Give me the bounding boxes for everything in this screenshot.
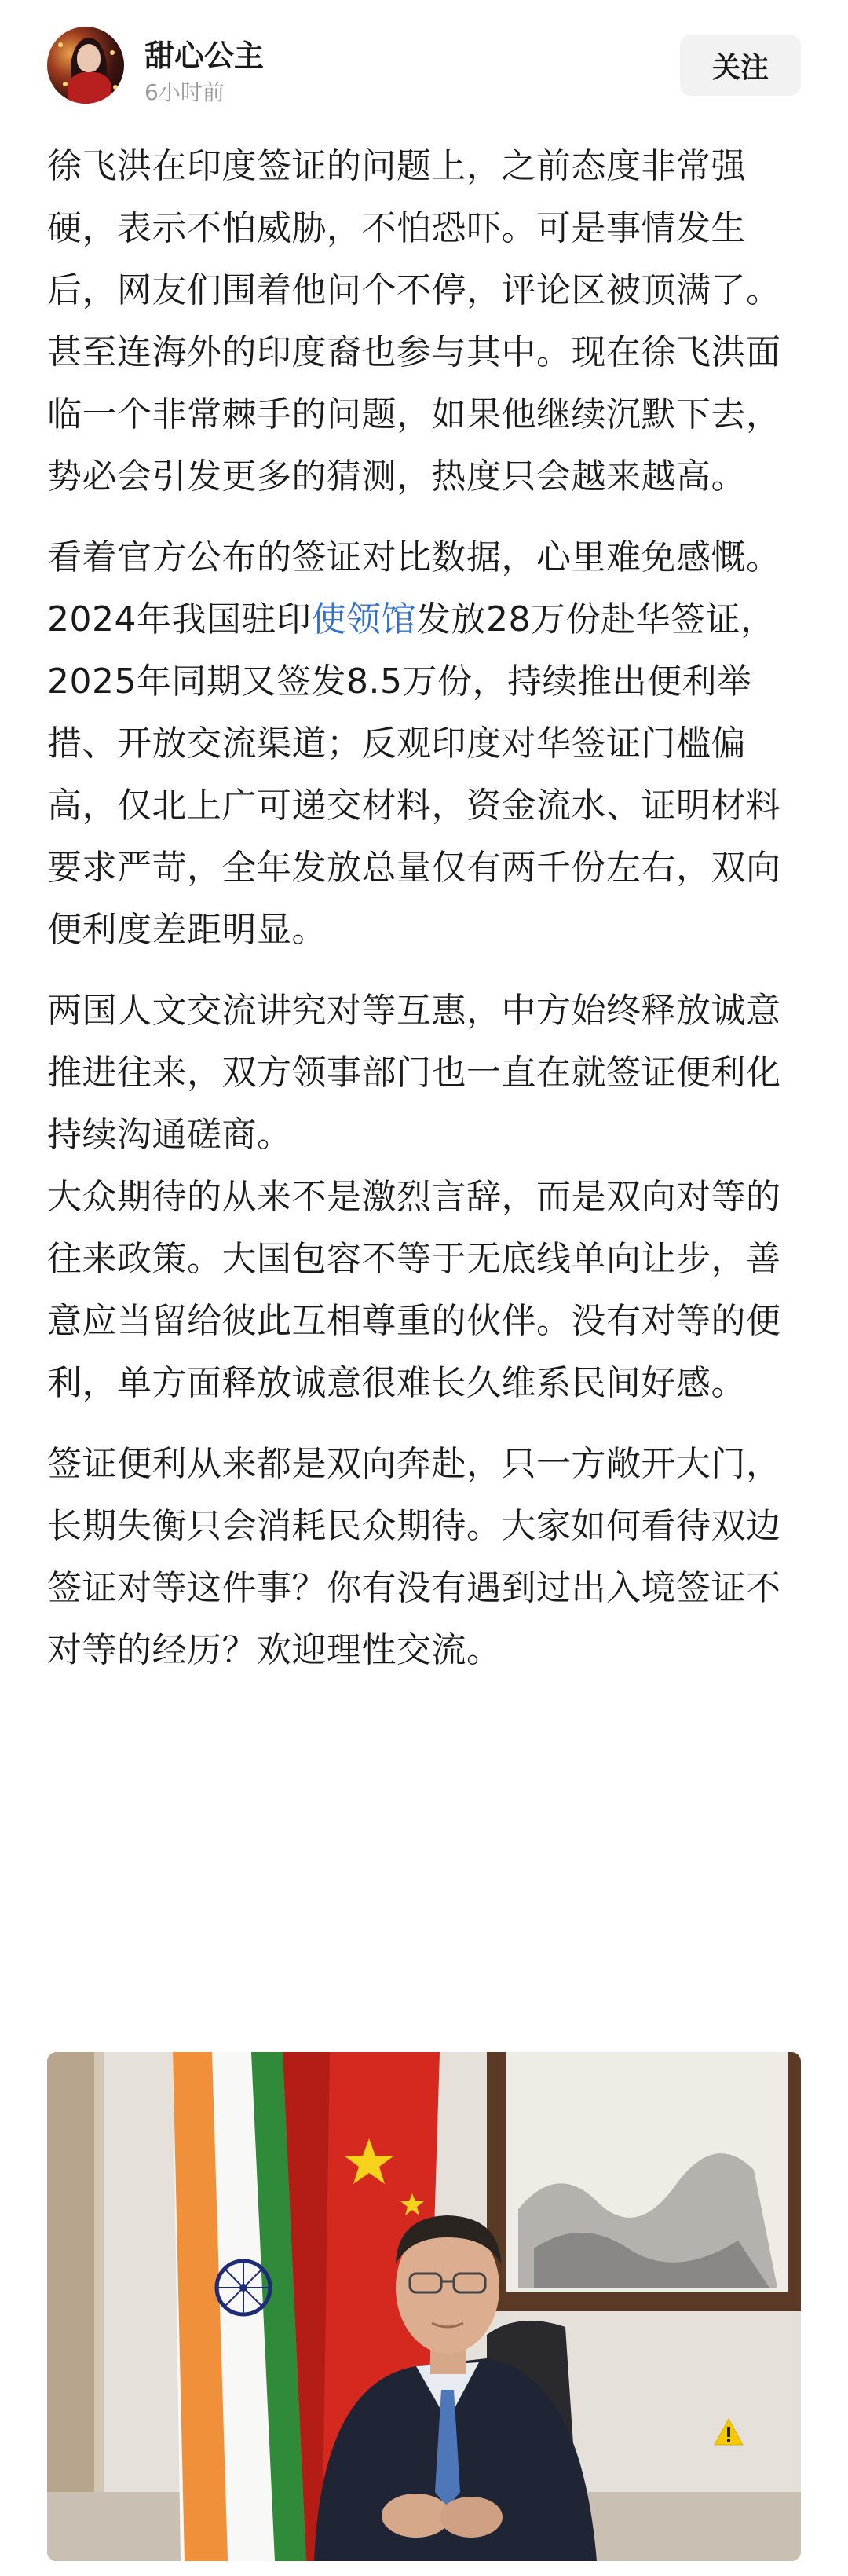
author-name[interactable]: 甜心公主 [144,38,265,73]
paragraph-3-text-a: 2024年我国驻印 [47,599,312,639]
post-header [0,0,848,126]
paragraph-2: 看着官方公布的签证对比数据，心里难免感慨。 [47,537,781,577]
post-photo[interactable] [47,2052,801,2561]
photo-illustration [47,2052,801,2561]
avatar-light [58,42,63,47]
warning-icon[interactable] [713,2417,744,2448]
avatar[interactable] [47,27,124,104]
post-time: 6小时前 [144,79,225,105]
consulate-link[interactable]: 使领馆 [311,599,416,639]
paragraph-4: 两国人文交流讲究对等互惠，中方始终释放诚意推进往来，双方领事部门也一直在就签证便利化持续沟通磋商。 [47,991,781,1155]
follow-button[interactable]: 关注 [680,35,801,96]
paragraph-1: 徐飞洪在印度签证的问题上，之前态度非常强硬，表示不怕威胁，不怕恐吓。可是事情发生后，网友们围着他问个不停，评论区被顶满了。甚至连海外的印度裔也参与其中。现在徐飞洪面临一个非常棘手的问题，如果他继续沉默下去，势必会引发更多的猜测，热度只会越来越高。 [47,146,781,497]
avatar-face [77,44,101,72]
paragraph-3-text-b: 发放28万份赴华签证，2025年同期又签发8.5万份，持续推出便利举措、开放交流渠道；反观印度对华签证门槛偏高，仅北上广可递交材料，资金流水、证明材料要求严苛，全年发放总量仅有两千份左右，双向便利度差距明显。 [47,599,781,950]
paragraph-6: 签证便利从来都是双向奔赴，只一方敞开大门，长期失衡只会消耗民众期待。大家如何看待双边签证对等这件事？你有没有遇到过出入境签证不对等的经历？欢迎理性交流。 [47,1444,781,1670]
avatar-light [113,85,118,90]
paragraph-5: 大众期待的从来不是激烈言辞，而是双向对等的往来政策。大国包容不等于无底线单向让步，善意应当留给彼此互相尊重的伙伴。没有对等的便利，单方面释放诚意很难长久维系民间好感。 [47,1177,781,1403]
avatar-light [110,50,115,55]
photo-wood-panel [47,2052,94,2561]
paragraph-3 [47,588,809,961]
avatar-light [63,82,68,86]
post-content [47,135,809,1681]
avatar-body [68,72,111,104]
